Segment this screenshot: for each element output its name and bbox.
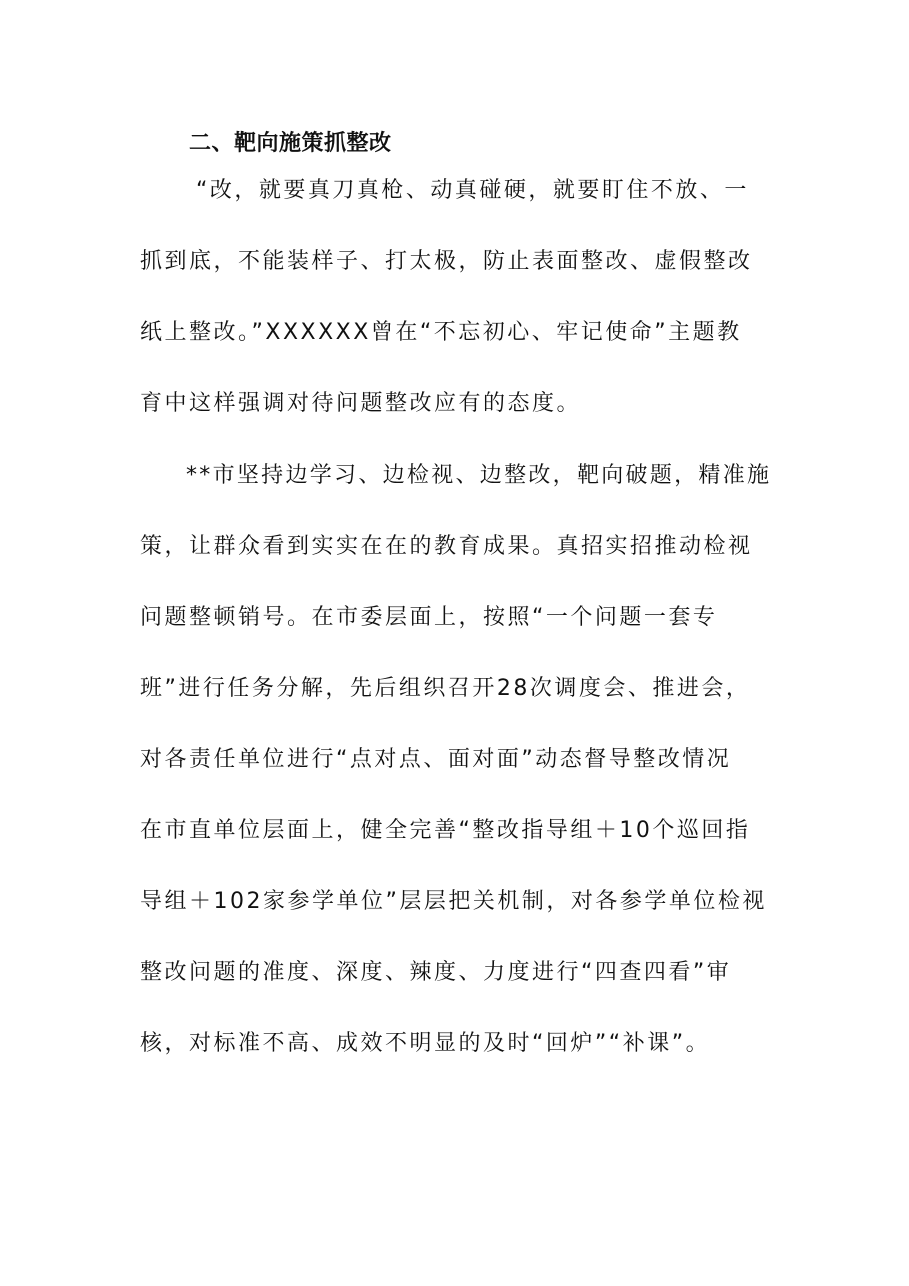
paragraph-1-line-2: 抓到底，不能装样子、打太极，防止表面整改、虚假整改 [140,249,753,274]
paragraph-2-line-9: 核，对标准不高、成效不明显的及时“回炉”“补课”。 [140,1031,711,1056]
section-heading: 二、靶向施策抓整改 [189,131,392,156]
paragraph-2-line-8: 整改问题的准度、深度、辣度、力度进行“四查四看”审 [140,960,732,985]
paragraph-2-line-6: 在市直单位层面上，健全完善“整改指导组＋10个巡回指 [140,818,751,843]
paragraph-1-line-3: 纸上整改。”XXXXXX曾在“不忘初心、牢记使命”主题教 [140,320,742,345]
paragraph-2-line-3: 问题整顿销号。在市委层面上，按照“一个问题一套专 [140,605,718,630]
paragraph-2-line-7: 导组＋102家参学单位”层层把关机制，对各参学单位检视 [140,889,767,914]
paragraph-2-line-5: 对各责任单位进行“点对点、面对面”动态督导整改情况 [140,747,732,772]
paragraph-2-line-1: **市坚持边学习、边检视、边整改，靶向破题，精准施 [186,463,772,488]
paragraph-2-line-4: 班”进行任务分解，先后组织召开28次调度会、推进会， [140,676,751,701]
paragraph-1-line-4: 育中这样强调对待问题整改应有的态度。 [140,391,582,416]
paragraph-1-line-1: “改，就要真刀真枪、动真碰硬，就要盯住不放、一 [196,178,749,203]
paragraph-2-line-2: 策，让群众看到实实在在的教育成果。真招实招推动检视 [140,534,753,559]
